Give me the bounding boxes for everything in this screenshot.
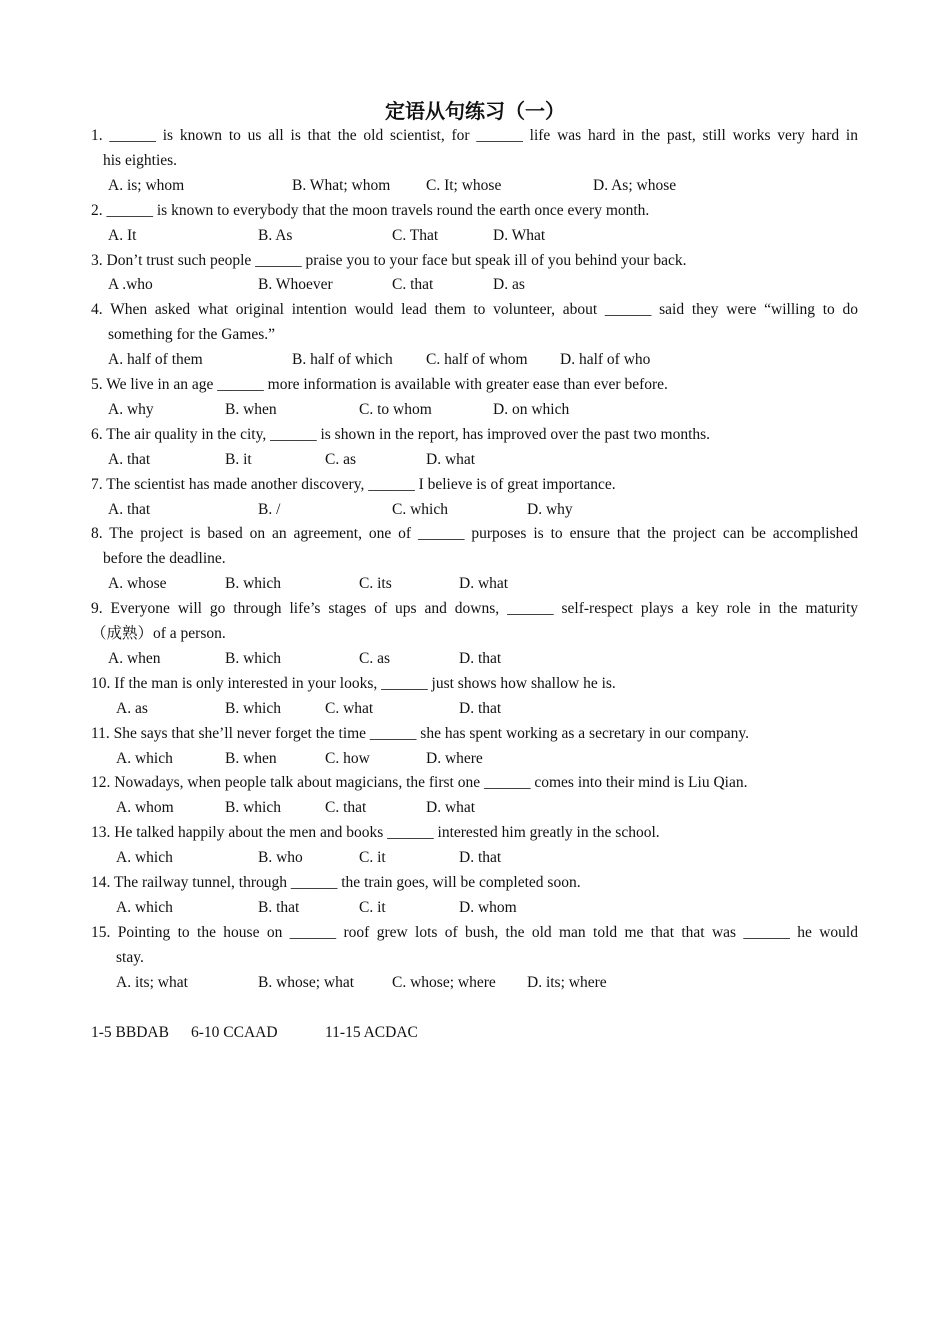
question-text: 6. The air quality in the city, ______ is shown in the report, has improved over the past two months.: [91, 425, 711, 443]
question-text-continued: something for the Games.”: [108, 326, 276, 344]
question-text: 15. Pointing to the house on ______ roof grew lots of bush, the old man told me that that was ______ he would: [91, 923, 858, 941]
option-a: A. that: [108, 500, 151, 518]
option-a: A. It: [108, 226, 137, 244]
option-b: B. half of which: [292, 351, 393, 369]
option-c: C. half of whom: [426, 351, 528, 369]
option-b: B. which: [225, 649, 281, 667]
option-a: A. its; what: [116, 973, 188, 991]
option-b: B. whose; what: [258, 973, 355, 991]
option-b: B. who: [258, 849, 303, 867]
option-b: B. when: [225, 749, 277, 767]
option-c: C. to whom: [359, 400, 432, 418]
option-a: A. whose: [108, 575, 167, 593]
question-text: 10. If the man is only interested in your looks, ______ just shows how shallow he is.: [91, 674, 616, 692]
question-text-continued: （成熟）of a person.: [91, 625, 226, 642]
option-d: D. that: [459, 649, 502, 667]
question-text: 4. When asked what original intention would lead them to volunteer, about ______ said they were “willing to do: [91, 301, 858, 319]
option-d: D. that: [459, 699, 502, 717]
option-d: D. As; whose: [593, 176, 677, 194]
option-b: B. /: [258, 500, 281, 518]
option-c: C. how: [325, 749, 370, 767]
answer-group-1: 1-5 BBDAB: [91, 1024, 169, 1041]
option-d: D. on which: [493, 400, 570, 418]
option-c: C. that: [325, 799, 367, 817]
question-text: 9. Everyone will go through life’s stages of ups and downs, ______ self-respect plays a key role in the maturity: [91, 600, 858, 618]
option-b: B. it: [225, 450, 252, 468]
option-c: C. what: [325, 699, 374, 717]
option-b: B. which: [225, 699, 281, 717]
option-a: A. whom: [116, 799, 174, 817]
question-text: 11. She says that she’ll never forget the time ______ she has spent working as a secretary in our company.: [91, 724, 750, 742]
option-c: C. its: [359, 575, 392, 593]
option-a: A. half of them: [108, 351, 203, 369]
option-c: C. that: [392, 276, 434, 294]
question-text: 14. The railway tunnel, through ______ the train goes, will be completed soon.: [91, 874, 581, 891]
option-c: C. whose; where: [392, 973, 496, 991]
question-text: 1. ______ is known to us all is that the old scientist, for ______ life was hard in the past, still works very hard in: [91, 127, 858, 144]
option-c: C. It; whose: [426, 176, 502, 194]
option-b: B. Whoever: [258, 276, 333, 294]
option-a: A. as: [116, 699, 148, 717]
option-c: C. as: [325, 450, 356, 468]
option-d: D. what: [426, 799, 476, 817]
option-d: D. its; where: [527, 973, 607, 991]
option-c: C. it: [359, 898, 386, 916]
option-b: B. that: [258, 898, 300, 916]
option-b: B. As: [258, 226, 293, 244]
option-d: D. that: [459, 849, 502, 867]
option-a: A. why: [108, 400, 154, 418]
option-d: D. where: [426, 749, 483, 767]
option-a: A .who: [108, 276, 153, 294]
option-d: D. as: [493, 276, 525, 294]
option-d: D. why: [527, 500, 573, 518]
option-a: A. that: [108, 450, 151, 468]
option-a: A. which: [116, 898, 173, 916]
option-b: B. What; whom: [292, 176, 391, 194]
option-c: C. That: [392, 226, 439, 244]
option-d: D. whom: [459, 898, 517, 916]
option-a: A. which: [116, 849, 173, 867]
question-text: 5. We live in an age ______ more information is available with greater ease than ever before.: [91, 376, 668, 393]
question-text: 8. The project is based on an agreement, one of ______ purposes is to ensure that the project can be accomplished: [91, 525, 858, 543]
question-text: 2. ______ is known to everybody that the moon travels round the earth once every month.: [91, 201, 650, 219]
question-text: 7. The scientist has made another discovery, ______ I believe is of great importance.: [91, 475, 616, 493]
question-text: 12. Nowadays, when people talk about magicians, the first one ______ comes into their mind is Liu Qian.: [91, 774, 748, 792]
option-d: D. What: [493, 226, 546, 244]
option-c: C. which: [392, 500, 448, 518]
page-title: 定语从句练习（一）: [385, 99, 565, 123]
option-d: D. half of who: [560, 351, 651, 369]
question-text: 13. He talked happily about the men and books ______ interested him greatly in the school.: [91, 824, 660, 842]
question-text-continued: stay.: [116, 948, 144, 966]
option-a: A. when: [108, 649, 161, 667]
answer-group-2: 6-10 CCAAD: [191, 1024, 278, 1041]
option-d: D. what: [459, 575, 509, 593]
question-text-continued: before the deadline.: [103, 550, 226, 568]
option-b: B. when: [225, 400, 277, 418]
option-a: A. which: [116, 749, 173, 767]
option-b: B. which: [225, 799, 281, 817]
option-c: C. it: [359, 849, 386, 867]
option-c: C. as: [359, 649, 390, 667]
answer-group-3: 11-15 ACDAC: [325, 1024, 418, 1041]
option-b: B. which: [225, 575, 281, 593]
question-text: 3. Don’t trust such people ______ praise you to your face but speak ill of you behind your back.: [91, 251, 687, 269]
question-text-continued: his eighties.: [103, 151, 178, 169]
option-a: A. is; whom: [108, 176, 185, 194]
option-d: D. what: [426, 450, 476, 468]
